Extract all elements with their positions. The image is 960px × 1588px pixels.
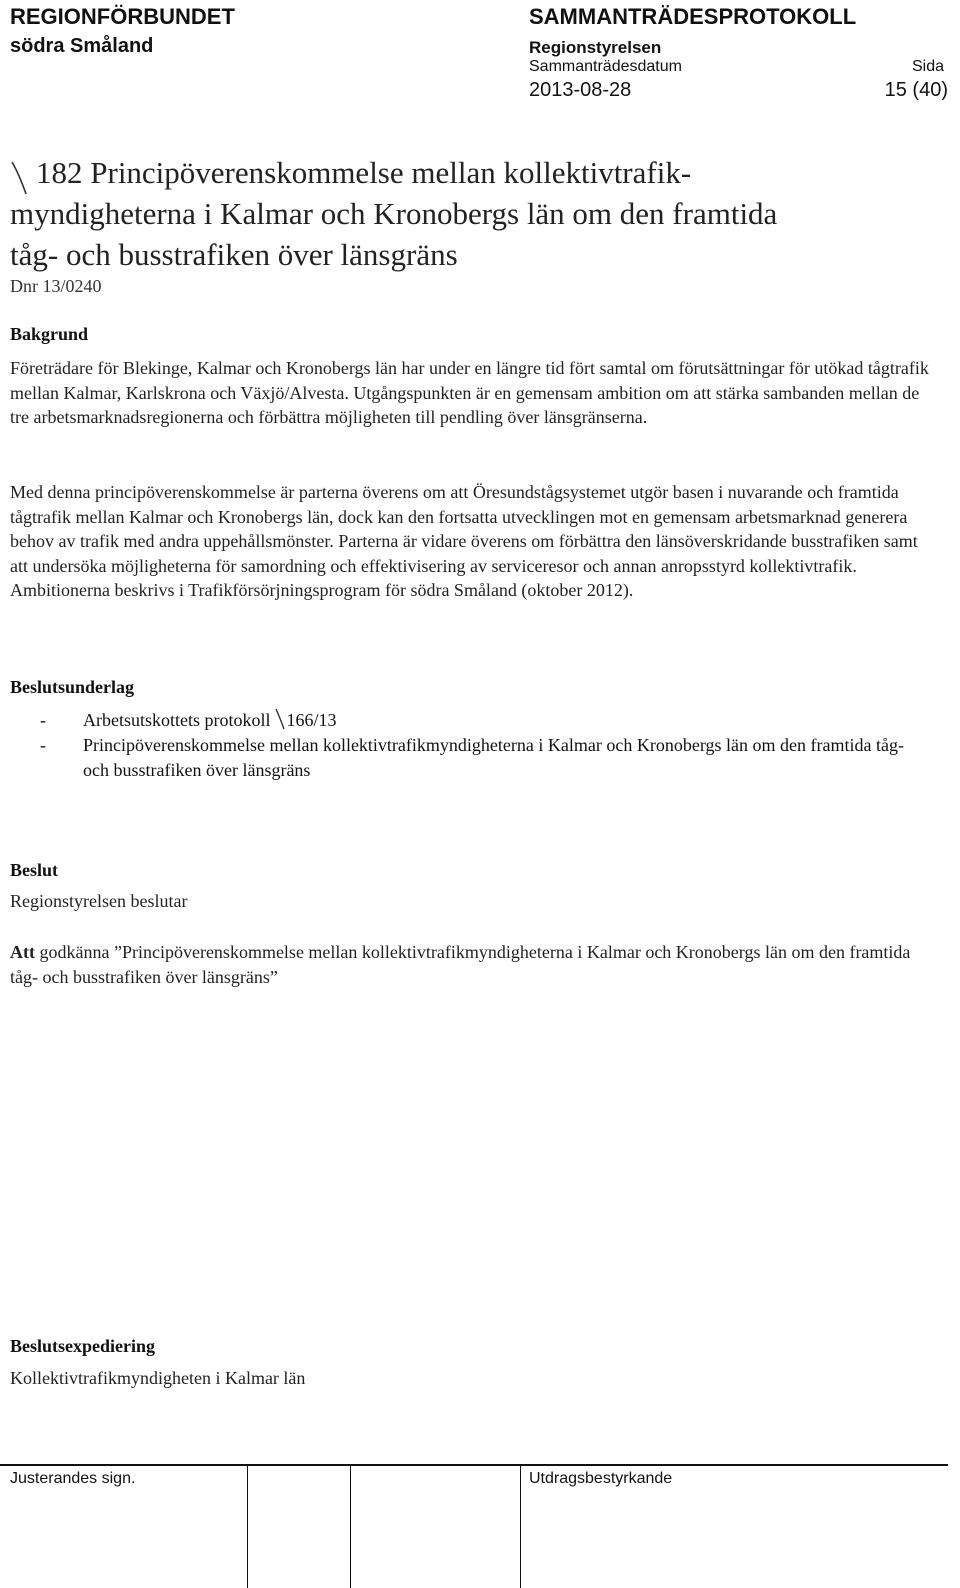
item-title: [10, 152, 930, 275]
list-dash: -: [40, 735, 46, 755]
decision-basis-list: [40, 708, 920, 783]
bakgrund-paragraph-2: Med denna principöverenskommelse är parterna överens om att Öresundstågsystemet utgör basen i nuvarande och framtida tågtrafik mellan Kalmar och Kronobergs län, dock kan den fortsatta utvecklingen mot en gemensam arbetsmarknad generera behov av trafik med andra uppehållsmönster. Parterna är vidare överens om förbättra den länsöverskridande busstrafiken samt att undersöka möjligheterna för samordning och effektivisering av serviceresor och annan anropsstyrd kollektivtrafik. Ambitionerna beskrivs i Trafikförsörjningsprogram för södra Småland (oktober 2012).: [10, 482, 918, 600]
list-item-text: Arbetsutskottets protokoll: [83, 710, 271, 730]
title-line-2: myndigheterna i Kalmar och Kronobergs län om den framtida: [10, 196, 778, 231]
att-keyword: Att: [10, 942, 35, 962]
decision-text: [10, 940, 940, 989]
diary-number: Dnr 13/0240: [10, 276, 102, 296]
title-line-1: 182 Principöverenskommelse mellan kollektivtrafik-: [36, 155, 692, 190]
table-top-border: [0, 1464, 948, 1466]
board-name: Regionstyrelsen: [529, 38, 662, 57]
document-type: SAMMANTRÄDESPROTOKOLL: [529, 4, 857, 29]
beslutsexpediering-heading: Beslutsexpediering: [10, 1336, 156, 1356]
list-dash: -: [40, 710, 46, 730]
beslut-intro: Regionstyrelsen beslutar: [10, 891, 188, 911]
bakgrund-paragraph-1: Företrädare för Blekinge, Kalmar och Kronobergs län har under en längre tid fört samtal om förutsättningar för utökad tågtrafik mellan Kalmar, Karlskrona och Växjö/Alvesta. Utgångspunkten är en gemensam ambition om att stärka sambanden mellan de tre arbetsmarknadsregionerna och förbättra möjligheten till pendling över länsgränserna.: [10, 358, 929, 427]
table-divider: [520, 1464, 521, 1588]
section-mark-icon: [275, 708, 285, 730]
bakgrund-heading: Bakgrund: [10, 324, 89, 344]
organization-region: södra Småland: [10, 35, 154, 57]
page-label: Sida: [911, 58, 944, 75]
recipient: Kollektivtrafikmyndigheten i Kalmar län: [10, 1368, 306, 1388]
list-item-text: Principöverenskommelse mellan kollektivtrafikmyndigheterna i Kalmar och Kronobergs län om den framtida tåg- och busstrafiken över länsgräns: [83, 735, 904, 780]
organization-name: REGIONFÖRBUNDET: [10, 4, 235, 29]
beslut-heading: Beslut: [10, 860, 59, 880]
protocol-reference: 166/13: [286, 710, 337, 730]
table-divider: [247, 1464, 248, 1588]
table-divider: [350, 1464, 351, 1588]
justerandes-sign-label: Justerandes sign.: [10, 1470, 136, 1487]
beslutsunderlag-heading: Beslutsunderlag: [10, 677, 135, 697]
list-item: [40, 708, 920, 733]
title-line-3: tåg- och busstrafiken över länsgräns: [10, 237, 458, 272]
meeting-date: 2013-08-28: [529, 79, 632, 101]
utdragsbestyrkande-label: Utdragsbestyrkande: [529, 1470, 673, 1487]
signature-table: [0, 1464, 960, 1588]
page-number: 15 (40): [884, 79, 948, 101]
list-item: [40, 733, 920, 783]
meeting-date-label: Sammanträdesdatum: [529, 58, 682, 75]
decision-statement: godkänna ”Principöverenskommelse mellan kollektivtrafikmyndigheterna i Kalmar och Kronobergs län om den framtida tåg- och busstrafiken över länsgräns”: [10, 942, 911, 987]
